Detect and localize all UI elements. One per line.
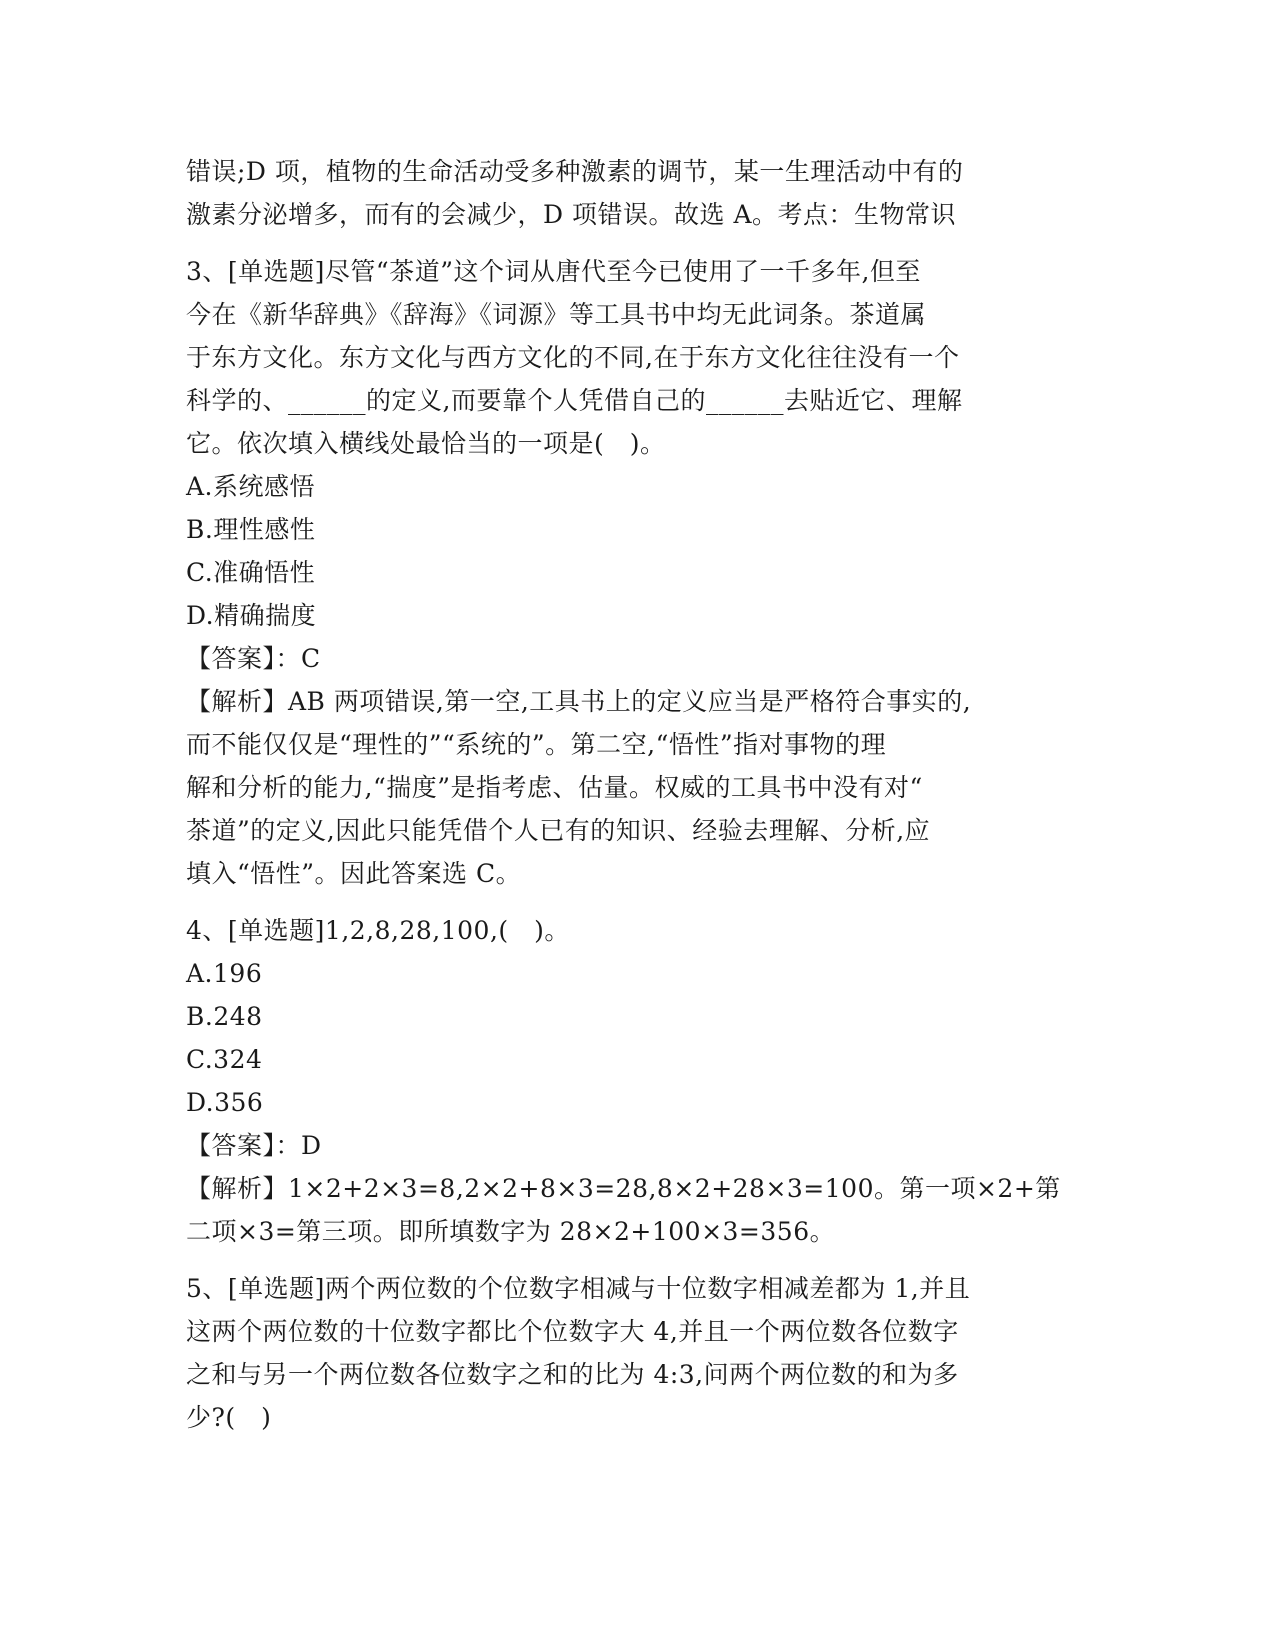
question-stem-line: 3、[单选题]尽管“茶道”这个词从唐代至今已使用了一千多年,但至 (186, 257, 921, 286)
analysis-line: 填入“悟性”。因此答案选 C。 (186, 859, 522, 888)
analysis-line: 而不能仅仅是“理性的”“系统的”。第二空,“悟性”指对事物的理 (186, 730, 887, 759)
question-stem-line: 少?( ) (186, 1403, 272, 1432)
question-2-analysis-tail (186, 150, 1086, 236)
option-b: B.理性感性 (186, 515, 316, 544)
question-stem-line: 这两个两位数的十位数字都比个位数字大 4,并且一个两位数各位数字 (186, 1317, 959, 1346)
question-4 (186, 909, 1086, 1253)
analysis-line: 【解析】AB 两项错误,第一空,工具书上的定义应当是严格符合事实的, (186, 687, 972, 716)
question-stem-line: 4、[单选题]1,2,8,28,100,( )。 (186, 916, 570, 945)
question-stem-line: 之和与另一个两位数各位数字之和的比为 4:3,问两个两位数的和为多 (186, 1360, 959, 1389)
analysis-line: 【解析】1×2+2×3=8,2×2+8×3=28,8×2+28×3=100。第一项×2+第 (186, 1174, 1061, 1203)
question-stem-line: 它。依次填入横线处最恰当的一项是( )。 (186, 429, 666, 458)
option-c: C.准确悟性 (186, 558, 316, 587)
document-page (186, 150, 1086, 1439)
text-line: 激素分泌增多，而有的会减少，D 项错误。故选 A。考点：生物常识 (186, 200, 956, 229)
answer-line: 【答案】：C (186, 644, 321, 673)
option-a: A.系统感悟 (186, 472, 316, 501)
question-3 (186, 250, 1086, 895)
question-5 (186, 1267, 1086, 1439)
option-b: B.248 (186, 1002, 263, 1031)
option-a: A.196 (186, 959, 263, 988)
option-c: C.324 (186, 1045, 263, 1074)
question-stem-line: 科学的、______的定义,而要靠个人凭借自己的______去贴近它、理解 (186, 386, 963, 415)
option-d: D.精确揣度 (186, 601, 317, 630)
question-stem-line: 今在《新华辞典》《辞海》《词源》等工具书中均无此词条。茶道属 (186, 300, 927, 329)
question-stem-line: 5、[单选题]两个两位数的个位数字相减与十位数字相减差都为 1,并且 (186, 1274, 971, 1303)
question-stem-line: 于东方文化。东方文化与西方文化的不同,在于东方文化往往没有一个 (186, 343, 960, 372)
analysis-line: 茶道”的定义,因此只能凭借个人已有的知识、经验去理解、分析,应 (186, 816, 931, 845)
analysis-line: 解和分析的能力,“揣度”是指考虑、估量。权威的工具书中没有对“ (186, 773, 923, 802)
analysis-line: 二项×3=第三项。即所填数字为 28×2+100×3=356。 (186, 1217, 836, 1246)
option-d: D.356 (186, 1088, 264, 1117)
text-line: 错误;D 项，植物的生命活动受多种激素的调节，某一生理活动中有的 (186, 157, 964, 186)
answer-line: 【答案】：D (186, 1131, 322, 1160)
